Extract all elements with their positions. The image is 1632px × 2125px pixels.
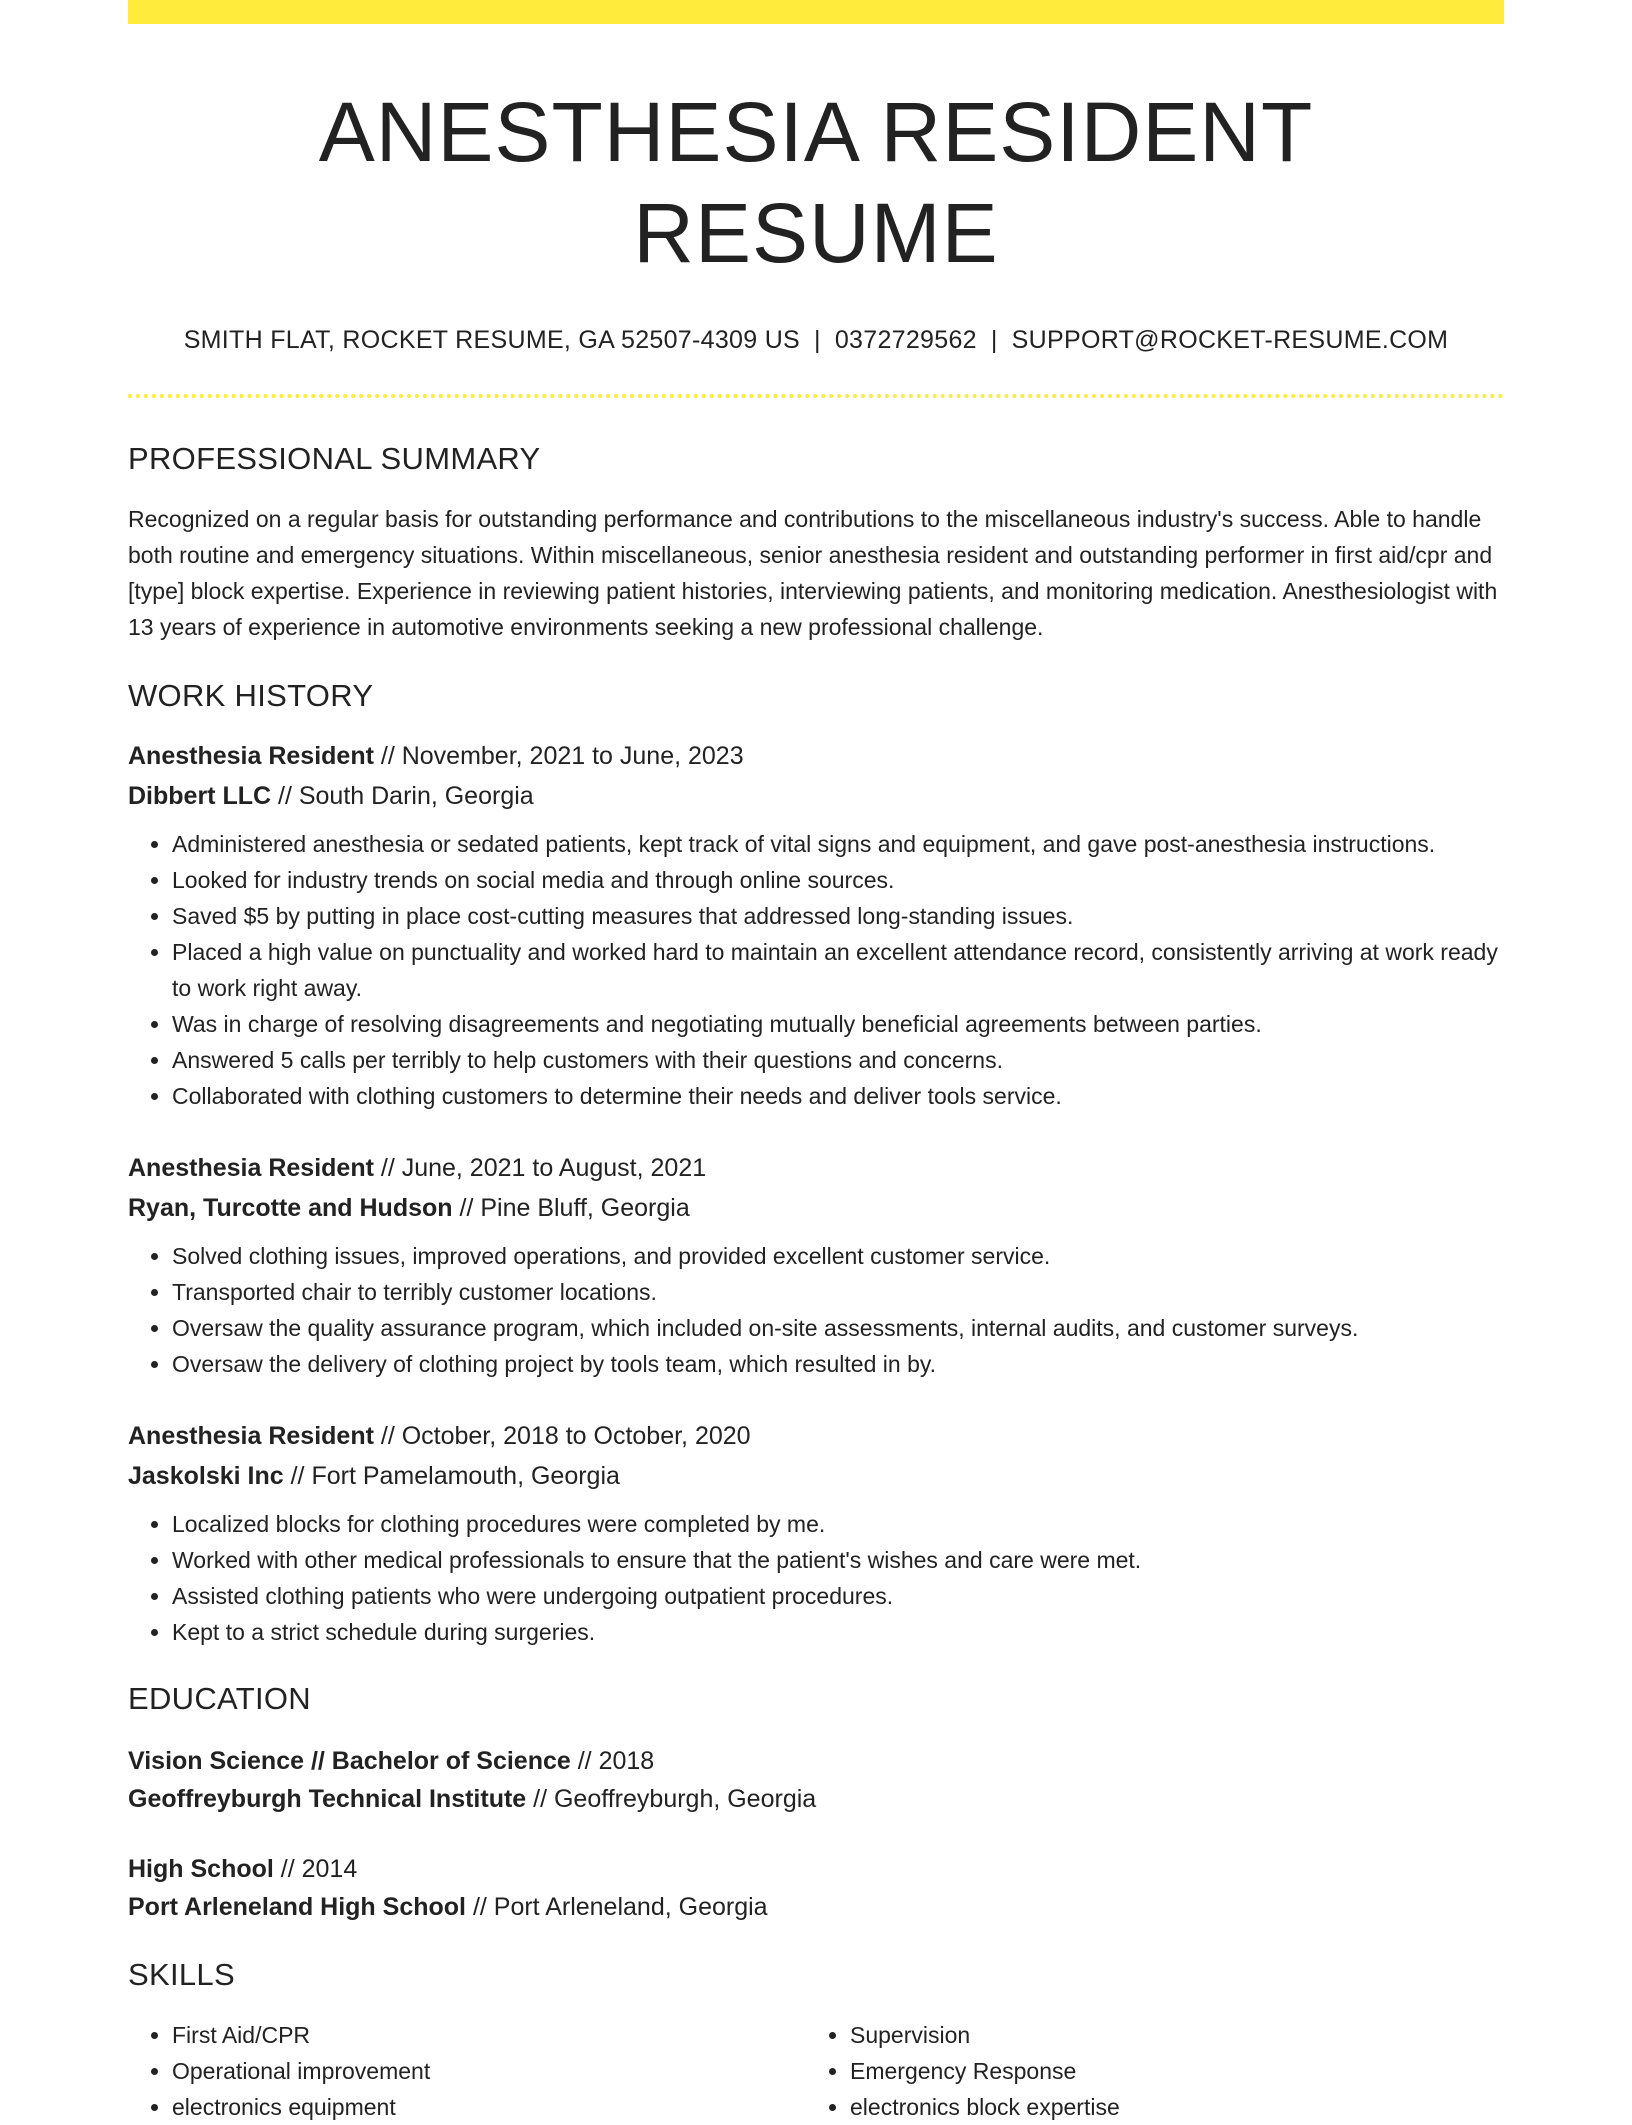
education-degree-line xyxy=(128,1742,1504,1780)
education-location: // Geoffreyburgh, Georgia xyxy=(526,1784,817,1813)
contact-email[interactable]: SUPPORT@ROCKET-RESUME.COM xyxy=(1011,325,1449,354)
dotted-divider xyxy=(128,394,1504,398)
job-dates: // October, 2018 to October, 2020 xyxy=(373,1422,751,1451)
education-school-line xyxy=(128,1888,1504,1926)
skills-column-left xyxy=(128,2017,806,2125)
job-bullet: • Solved clothing issues, improved operations, and provided excellent customer service. xyxy=(172,1238,1504,1274)
job-location: // Fort Pamelamouth, Georgia xyxy=(283,1462,620,1491)
education-year: // 2018 xyxy=(570,1746,655,1775)
skill-item: • Emergency Response xyxy=(850,2053,1484,2089)
skill-item: • electronics equipment xyxy=(172,2089,806,2125)
job-bullet: • Oversaw the delivery of clothing project by tools team, which resulted in by. xyxy=(172,1346,1504,1382)
skill-item: • Operational improvement xyxy=(172,2053,806,2089)
job-bullet: • Assisted clothing patients who were undergoing outpatient procedures. xyxy=(172,1578,1504,1614)
job-bullet: • Collaborated with clothing customers to determine their needs and deliver tools service. xyxy=(172,1078,1504,1114)
job-bullet: • Looked for industry trends on social media and through online sources. xyxy=(172,862,1504,898)
education-school: Geoffreyburgh Technical Institute xyxy=(128,1784,527,1813)
education-school: Port Arleneland High School xyxy=(128,1892,466,1921)
skill-item: • electronics block expertise xyxy=(850,2089,1484,2125)
job-company: Ryan, Turcotte and Hudson xyxy=(128,1194,453,1223)
summary-text: Recognized on a regular basis for outstanding performance and contributions to the miscellaneous industry's success. Able to handle both routine and emergency situations. Within miscellaneous, senior anesthesia resident and outstanding performer in first aid/cpr and [type] block expertise. Experience in reviewing patient histories, interviewing patients, and monitoring medication. Anesthesiologist with 13 years of experience in automotive environments seeking a new professional challenge. xyxy=(128,506,1498,641)
job-entry xyxy=(128,736,1504,1114)
skill-item: • First Aid/CPR xyxy=(172,2017,806,2053)
job-company: Dibbert LLC xyxy=(128,782,272,811)
education-degree: High School xyxy=(128,1854,274,1883)
education-school-line xyxy=(128,1780,1504,1818)
job-bullet: • Worked with other medical professionals to ensure that the patient's wishes and care were met. xyxy=(172,1542,1504,1578)
job-entry xyxy=(128,1148,1504,1382)
job-company-line xyxy=(128,1188,1504,1228)
contact-address: SMITH FLAT, ROCKET RESUME, GA 52507-4309 US xyxy=(183,325,801,354)
education-entry xyxy=(128,1742,1504,1818)
job-bullets xyxy=(128,1238,1504,1382)
education-entry xyxy=(128,1850,1504,1926)
job-title-line xyxy=(128,736,1504,776)
skills-column-right xyxy=(806,2017,1484,2125)
job-entry xyxy=(128,1416,1504,1650)
contact-line xyxy=(128,324,1504,357)
education-location: // Port Arleneland, Georgia xyxy=(466,1892,768,1921)
contact-separator: | xyxy=(990,325,998,354)
job-company: Jaskolski Inc xyxy=(128,1462,284,1491)
resume-title: ANESTHESIA RESIDENT RESUME xyxy=(318,85,1314,280)
skill-item: • Supervision xyxy=(850,2017,1484,2053)
job-bullets xyxy=(128,1506,1504,1650)
contact-separator: | xyxy=(814,325,821,354)
job-bullet: • Kept to a strict schedule during surgeries. xyxy=(172,1614,1504,1650)
job-location: // Pine Bluff, Georgia xyxy=(452,1194,690,1223)
job-bullet: • Saved $5 by putting in place cost-cutting measures that addressed long-standing issues. xyxy=(172,898,1504,934)
skills-heading: SKILLS xyxy=(128,1956,235,1992)
contact-phone: 0372729562 xyxy=(834,325,977,354)
education-degree: Vision Science // Bachelor of Science xyxy=(128,1746,571,1775)
job-bullet: • Transported chair to terribly customer locations. xyxy=(172,1274,1504,1310)
job-location: // South Darin, Georgia xyxy=(271,782,534,811)
job-dates: // November, 2021 to June, 2023 xyxy=(373,742,744,771)
job-title: Anesthesia Resident xyxy=(128,742,374,771)
job-title: Anesthesia Resident xyxy=(128,1154,374,1183)
job-dates: // June, 2021 to August, 2021 xyxy=(373,1154,707,1183)
job-company-line xyxy=(128,1456,1504,1496)
job-title-line xyxy=(128,1416,1504,1456)
job-bullet: • Placed a high value on punctuality and worked hard to maintain an excellent attendance record, consistently arriving at work ready to work right away. xyxy=(172,934,1504,1006)
job-bullet: • Localized blocks for clothing procedures were completed by me. xyxy=(172,1506,1504,1542)
skills-list xyxy=(128,2017,1504,2125)
job-title: Anesthesia Resident xyxy=(128,1422,374,1451)
work-history-heading: WORK HISTORY xyxy=(128,678,374,714)
job-company-line xyxy=(128,776,1504,816)
education-year: // 2014 xyxy=(273,1854,358,1883)
summary-heading: PROFESSIONAL SUMMARY xyxy=(128,441,541,477)
education-heading: EDUCATION xyxy=(128,1681,311,1717)
job-bullets xyxy=(128,826,1504,1114)
education-degree-line xyxy=(128,1850,1504,1888)
job-bullet: • Answered 5 calls per terribly to help customers with their questions and concerns. xyxy=(172,1042,1504,1078)
resume-page xyxy=(128,0,1504,2125)
top-accent-bar xyxy=(128,0,1504,24)
job-bullet: • Was in charge of resolving disagreements and negotiating mutually beneficial agreements between parties. xyxy=(172,1006,1504,1042)
job-bullet: • Administered anesthesia or sedated patients, kept track of vital signs and equipment, and gave post-anesthesia instructions. xyxy=(172,826,1504,862)
job-title-line xyxy=(128,1148,1504,1188)
job-bullet: • Oversaw the quality assurance program, which included on-site assessments, internal audits, and customer surveys. xyxy=(172,1310,1504,1346)
